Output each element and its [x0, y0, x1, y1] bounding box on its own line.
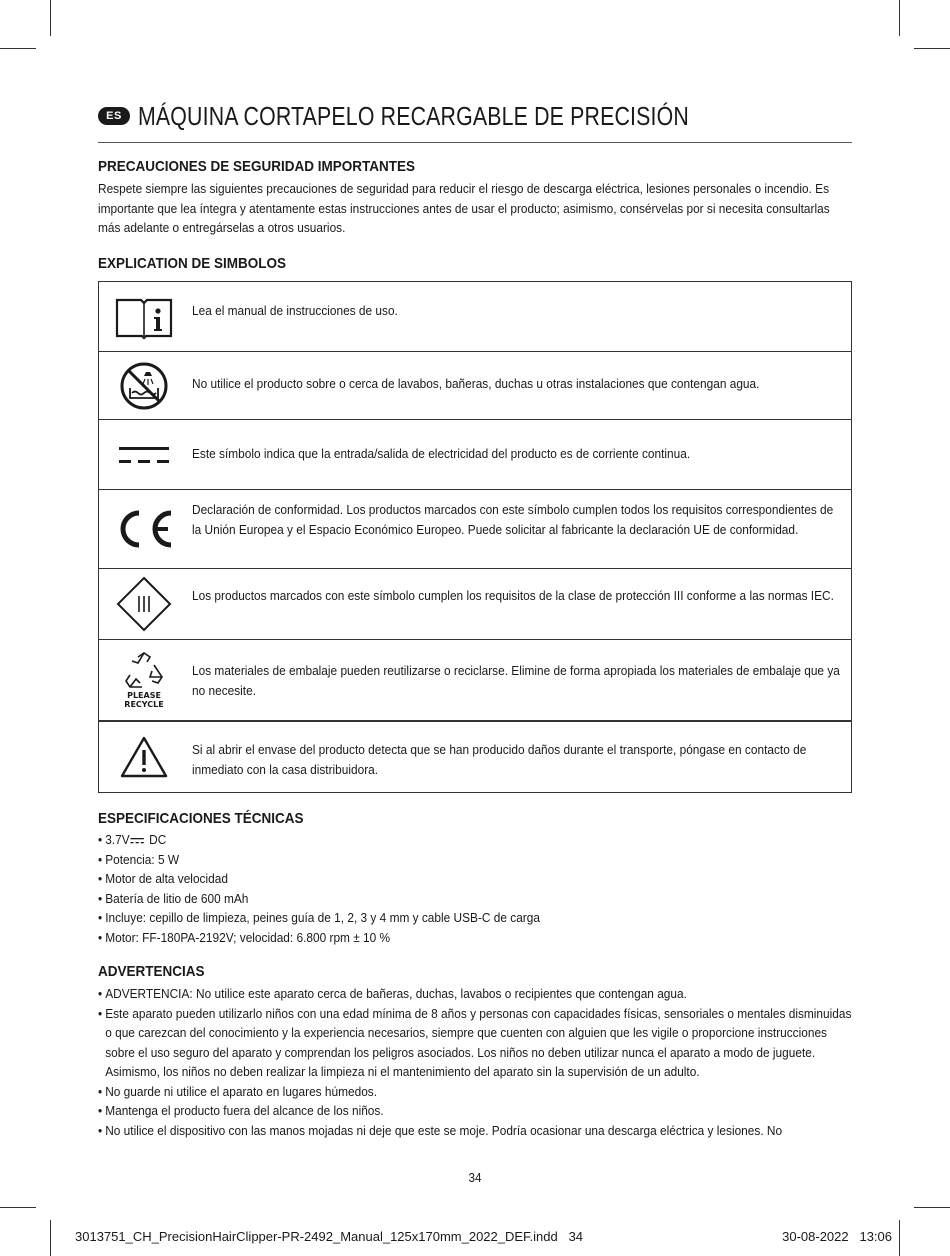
recycle-caption: PLEASE	[127, 691, 161, 700]
crop-mark	[899, 1220, 900, 1256]
crop-mark	[899, 0, 900, 36]
symbol-row	[99, 490, 851, 569]
crop-mark	[50, 1220, 51, 1256]
crop-mark	[0, 48, 36, 49]
crop-mark	[914, 48, 950, 49]
manual-info-icon	[114, 294, 174, 340]
symbol-description: Lea el manual de instrucciones de uso.	[192, 303, 398, 318]
no-water-icon	[118, 360, 170, 412]
symbols-section-title: EXPLICATION DE SIMBOLOS	[98, 255, 287, 272]
safety-paragraph: Respete siempre las siguientes precauciones de seguridad para reducir el riesgo de descarga eléctrica, lesiones personales o incendio. Es importante que lea íntegra y atentamente estas instrucciones antes de usar el producto; asimismo, consérvelas por si necesita consultarlas más adelante o entregárselas a otros usuarios.	[98, 181, 830, 235]
symbol-description: Los productos marcados con este símbolo cumplen los requisitos de la clase de protección III conforme a las normas IEC.	[192, 588, 834, 603]
list-item: • Incluye: cepillo de limpieza, peines guía de 1, 2, 3 y 4 mm y cable USB-C de carga	[98, 908, 854, 928]
list-item: • 3.7V DC	[98, 830, 854, 850]
symbol-row	[99, 722, 851, 792]
specs-list	[98, 830, 854, 947]
list-item: • Este aparato pueden utilizarlo niños con una edad mínima de 8 años y personas con capacidades físicas, sensoriales o mentales disminuidas o que carezcan del conocimiento y la experiencia necesarios, siempre que cuenten con alguien que les vigile o proporcione instrucciones sobre el uso seguro del aparato y comprendan los peligros asociados. Los niños no deben utilizar nunca el aparato a modo de juguete. Asimismo, los niños no deben realizar la limpieza ni el mantenimiento del aparato sin la supervisión de un adulto.	[98, 1004, 859, 1082]
list-item: • Potencia: 5 W	[98, 850, 854, 870]
specs-section-title: ESPECIFICACIONES TÉCNICAS	[98, 810, 304, 827]
list-item: • Motor de alta velocidad	[98, 869, 854, 889]
symbols-table	[98, 281, 852, 793]
list-item: • No utilice el dispositivo con las manos mojadas ni deje que este se moje. Podría ocasionar una descarga eléctrica y lesiones. No	[98, 1121, 859, 1141]
direct-current-icon	[131, 837, 145, 845]
list-item: • Mantenga el producto fuera del alcance de los niños.	[98, 1101, 859, 1121]
direct-current-icon	[117, 443, 171, 467]
symbol-description: Si al abrir el envase del producto detecta que se han producido daños durante el transporte, póngase en contacto de inmediato con la casa distribuidora.	[192, 742, 807, 777]
symbol-row	[99, 352, 851, 420]
recycle-icon	[122, 651, 166, 691]
safety-section-title: PRECAUCIONES DE SEGURIDAD IMPORTANTES	[98, 158, 416, 175]
print-slug-date: 30-08-2022 13:06	[782, 1229, 892, 1244]
crop-mark	[914, 1207, 950, 1208]
symbol-description: No utilice el producto sobre o cerca de lavabos, bañeras, duchas u otras instalaciones que contengan agua.	[192, 376, 760, 391]
list-item: • No guarde ni utilice el aparato en lugares húmedos.	[98, 1082, 859, 1102]
symbol-description: Los materiales de embalaje pueden reutilizarse o reciclarse. Elimine de forma apropiada los materiales de embalaje que ya no necesite.	[192, 663, 840, 698]
list-item: • ADVERTENCIA: No utilice este aparato cerca de bañeras, duchas, lavabos o recipientes que contengan agua.	[98, 984, 859, 1004]
crop-mark	[50, 0, 51, 36]
symbol-row	[99, 569, 851, 640]
warnings-section-title: ADVERTENCIAS	[98, 963, 205, 980]
list-item: • Motor: FF-180PA-2192V; velocidad: 6.800 rpm ± 10 %	[98, 928, 854, 948]
warnings-list	[98, 984, 859, 1140]
recycle-caption: RECYCLE	[124, 700, 164, 709]
symbol-description: Declaración de conformidad. Los productos marcados con este símbolo cumplen todos los requisitos correspondientes de la Unión Europea y el Espacio Económico Europeo. Puede solicitar al fabricante la declaración UE de conformidad.	[192, 502, 834, 537]
symbol-row	[99, 640, 851, 722]
list-item: • Batería de litio de 600 mAh	[98, 889, 854, 909]
symbol-description: Este símbolo indica que la entrada/salida de electricidad del producto es de corriente continua.	[192, 446, 691, 461]
language-badge: ES	[98, 107, 130, 125]
crop-mark	[0, 1207, 36, 1208]
protection-class-iii-icon	[116, 576, 172, 632]
page-title: MÁQUINA CORTAPELO RECARGABLE DE PRECISIÓN	[138, 101, 689, 131]
page-number: 34	[468, 1170, 482, 1185]
ce-mark-icon	[113, 509, 175, 549]
symbol-row	[99, 420, 851, 490]
warning-triangle-icon	[119, 735, 169, 779]
print-slug-filename: 3013751_CH_PrecisionHairClipper-PR-2492_Manual_125x170mm_2022_DEF.indd 34	[75, 1229, 584, 1244]
page-header	[98, 98, 852, 143]
symbol-row	[99, 282, 851, 352]
